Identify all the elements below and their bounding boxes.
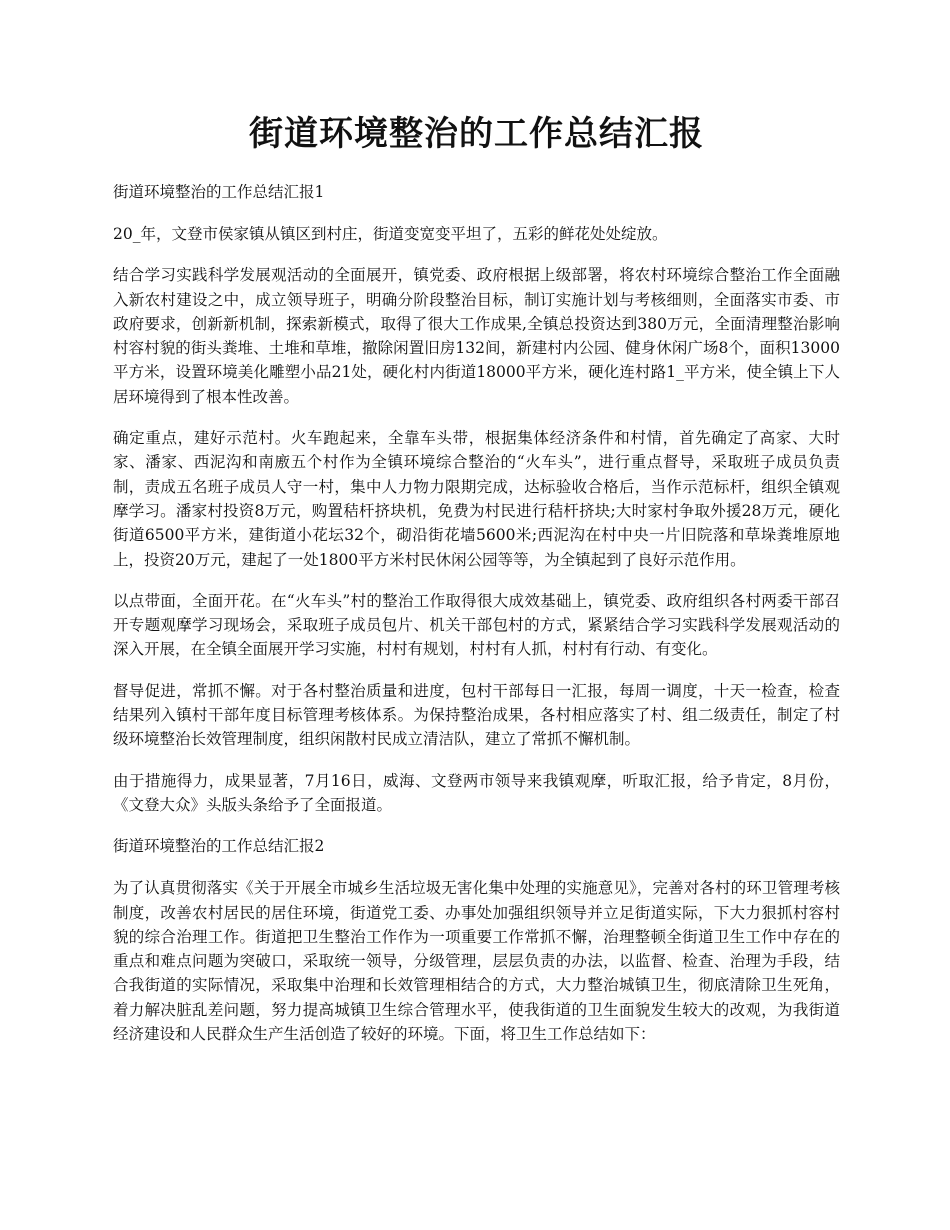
paragraph: 结合学习实践科学发展观活动的全面展开，镇党委、政府根据上级部署，将农村环境综合整治工作全面融入新农村建设之中，成立领导班子，明确分阶段整治目标，制订实施计划与考核细则，全面落实市委、市政府要求，创新新机制，探索新模式，取得了很大工作成果,全镇总投资达到380万元，全面清理整治影响村容村貌的街头粪堆、土堆和草堆，撤除闲置旧房132间，新建村内公园、健身休闲广场8个，面积13000平方米，设置环境美化雕塑小品21处，硬化村内街道18000平方米，硬化连村路1_平方米，使全镇上下人居环境得到了根本性改善。: [113, 266, 840, 406]
paragraph: 以点带面，全面开花。在“火车头”村的整治工作取得很大成效基础上，镇党委、政府组织各村两委干部召开专题观摩学习现场会，采取班子成员包片、机关干部包村的方式，紧紧结合学习实践科学发展观活动的深入开展，在全镇全面展开学习实施，村村有规划，村村有人抓，村村有行动、有变化。: [113, 591, 840, 659]
document-title: 街道环境整治的工作总结汇报: [249, 114, 704, 154]
section-1-heading: 街道环境整治的工作总结汇报1: [113, 183, 325, 201]
section-2-heading: 街道环境整治的工作总结汇报2: [113, 837, 325, 856]
document-page: [113, 108, 840, 1063]
paragraph: 由于措施得力，成果显著，7月16日，威海、文登两市领导来我镇观摩，听取汇报，给予肯定，8月份，《文登大众》头版头条给予了全面报道。: [113, 771, 840, 814]
paragraph: 20_年，文登市侯家镇从镇区到村庄，街道变宽变平坦了，五彩的鲜花处处绽放。: [113, 225, 668, 243]
paragraph: 督导促进，常抓不懈。对于各村整治质量和进度，包村干部每日一汇报，每周一调度，十天一检查，检查结果列入镇村干部年度目标管理考核体系。为保持整治成果，各村相应落实了村、组二级责任，制定了村级环境整治长效管理制度，组织闲散村民成立清洁队，建立了常抓不懈机制。: [113, 681, 840, 749]
paragraph: 为了认真贯彻落实《关于开展全市城乡生活垃圾无害化集中处理的实施意见》，完善对各村的环卫管理考核制度，改善农村居民的居住环境，街道党工委、办事处加强组织领导并立足街道实际，下大力狠抓村容村貌的综合治理工作。街道把卫生整治工作作为一项重要工作常抓不懈，治理整顿全街道卫生工作中存在的重点和难点问题为突破口，采取统一领导，分级管理，层层负责的办法，以监督、检查、治理为手段，结合我街道的实际情况，采取集中治理和长效管理相结合的方式，大力整治城镇卫生，彻底清除卫生死角，着力解决脏乱差问题，努力提高城镇卫生综合管理水平，使我街道的卫生面貌发生较大的改观，为我街道经济建设和人民群众生产生活创造了较好的环境。下面，将卫生工作总结如下：: [113, 879, 840, 1044]
paragraph: 确定重点，建好示范村。火车跑起来，全靠车头带，根据集体经济条件和村情，首先确定了高家、大时家、潘家、西泥沟和南廒五个村作为全镇环境综合整治的“火车头”，进行重点督导，采取班子成员负责制，责成五名班子成员人守一村，集中人力物力限期完成，达标验收合格后，当作示范标杆，组织全镇观摩学习。潘家村投资8万元，购置秸杆挤块机，免费为村民进行秸杆挤块;大时家村争取外援28万元，硬化街道6500平方米，建街道小花坛32个，砌沿街花墙5600米;西泥沟在村中央一片旧院落和草垛粪堆原地上，投资20万元，建起了一处1800平方米村民休闲公园等等，为全镇起到了良好示范作用。: [113, 429, 840, 569]
